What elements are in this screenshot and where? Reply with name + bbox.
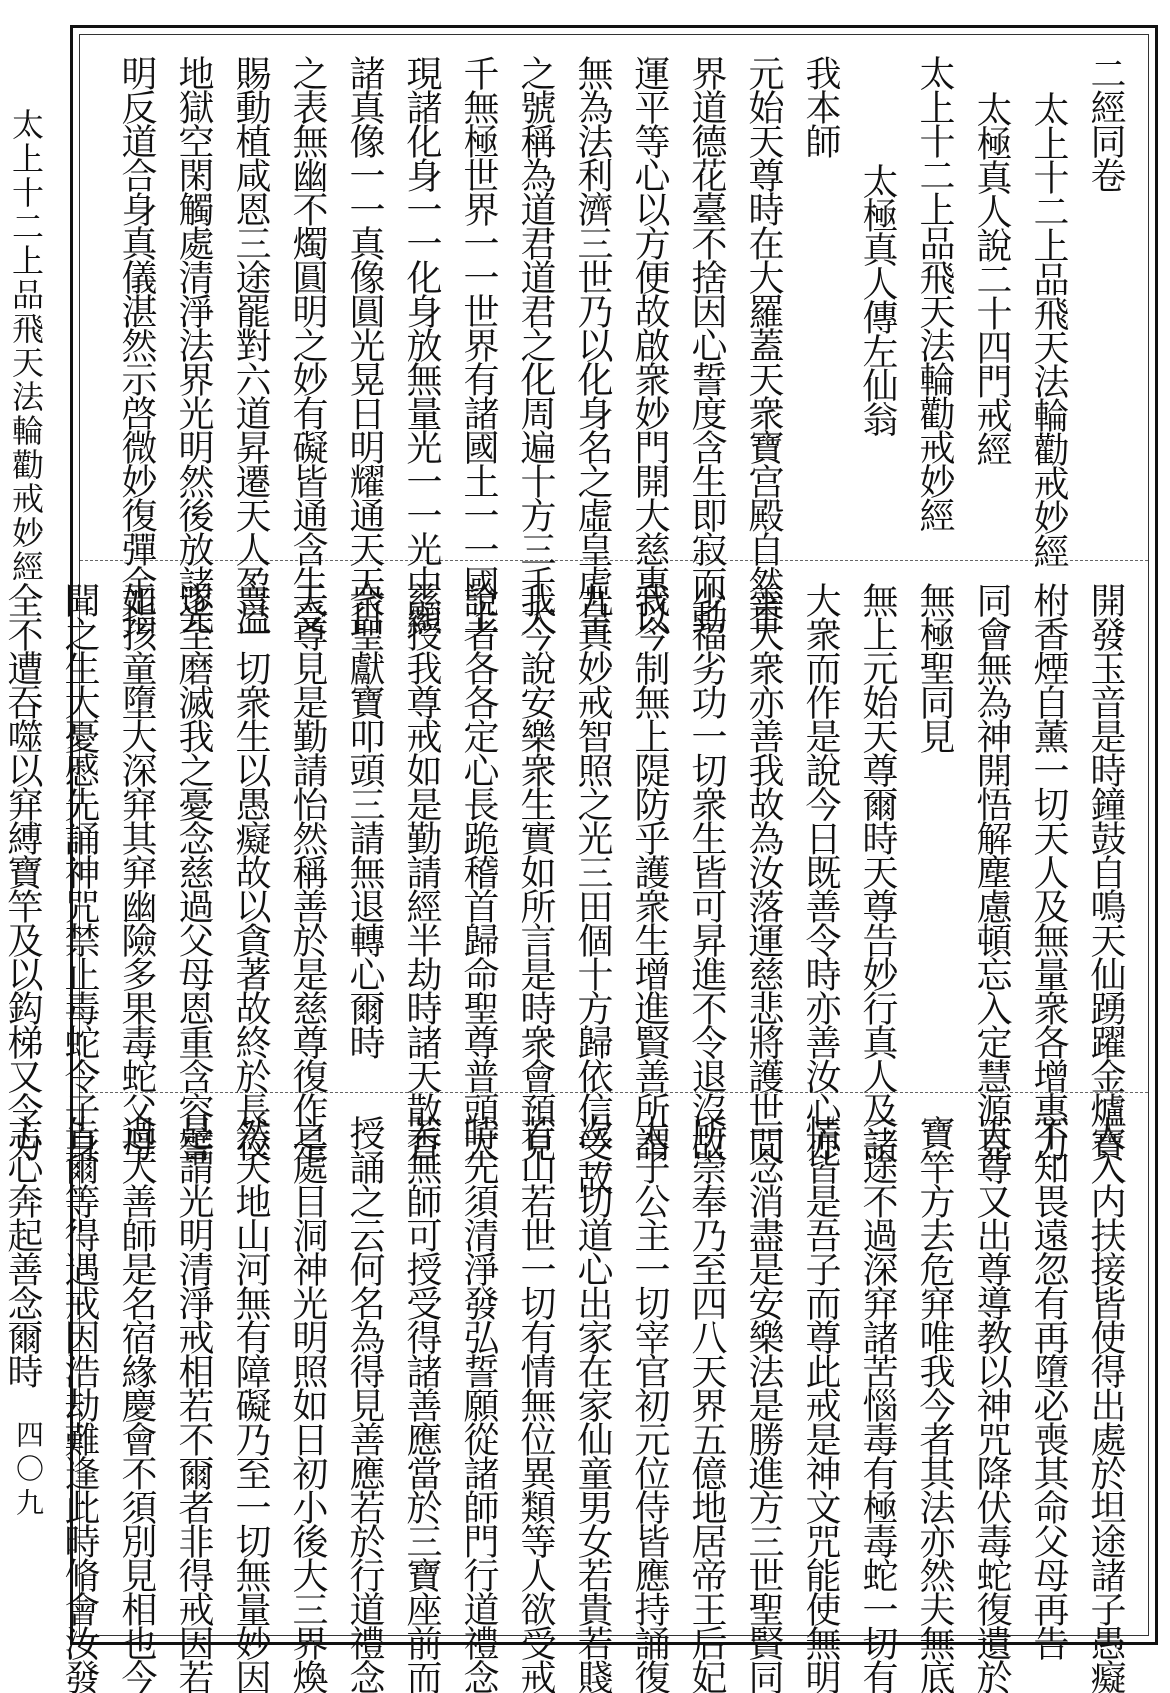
text-column: 寶竿方去危穽唯我今者其法亦然夫無底 [914,1115,955,1693]
text-column: 我今說安樂衆生實如所言是時衆會預見 [515,582,556,1160]
text-column: 現諸化身一一化身放無量光一一光中顯 [401,55,442,633]
text-column: 一念消盡是安樂法是勝進方三世聖賢同 [743,1115,784,1693]
text-column: 次一切道心出家在家仙童男女若貴若賤 [572,1115,613,1693]
text-column: 太極真人傳左仙翁 [857,163,898,435]
register-middle [2,562,1148,1194]
text-column: 三途不過深穽諸苦惱毒有極毒蛇一切有 [857,1115,898,1693]
text-column: 過大善師是名宿緣慶會不須別見相也今 [116,1115,157,1693]
text-column: 太極真人說二十四門戒經 [971,91,1012,465]
text-column: 運平等心以方便故啟衆妙門開大慈惠以 [629,55,670,633]
text-column: 若山若世一切有情無位異類等人欲受戒 [515,1115,556,1693]
text-columns-middle [0,582,1134,1194]
text-column: 授誦之云何名為得見善應若於行道禮念 [344,1115,385,1693]
text-column: 天尊又出尊導教以神咒降伏毒蛇復遺於 [971,1115,1012,1693]
text-column: 志心奔起善念爾時 [2,1115,43,1387]
text-columns-bottom [0,1115,1134,1693]
text-column: 聞之生大憂慼先誦神咒禁止毒蛇令子身 [59,582,100,1160]
text-column: 開發玉音是時鐘鼓自鳴天仙踴躍金爐寶 [1085,582,1126,1160]
register-top [80,35,1148,633]
text-column: 所崇奉乃至四八天界五億地居帝王后妃 [686,1115,727,1693]
text-column: 天尊見是勤請怡然稱善於是慈尊復作是 [287,582,328,1160]
text-column: 二經同卷 [1085,55,1126,191]
text-column: 之表無幽不燭圓明之妙有礙皆通含生受 [287,55,328,633]
text-column: 如孩童墮大深穽其穽幽險多果毒蛇父母 [116,582,157,1160]
text-column: 告爾等得遇戒因浩劫難逢此時脩會汝發 [59,1115,100,1693]
text-column: 太上十二上品飛天法輪勸戒妙經 [914,55,955,531]
text-column: 慈授我尊戒如是勤請經半劫時諸天散香 [401,582,442,1160]
text-column: 賜動植咸恩三途罷對六道昇遷天人盈溢 [230,55,271,633]
text-column: 衆聖獻寶叩頭三請無退轉心爾時 [344,582,385,1058]
text-column: 同會無為神開悟解塵慮頓忘入定慧源見 [971,582,1012,1160]
text-column: 無極聖同見 [914,582,955,752]
text-column: 之號稱為道君道君之化周遍十方三千大 [515,55,556,633]
text-column: 地獄空閑觸處清淨法界光明然後放諸光 [173,55,214,633]
text-column: 遂至磨滅我之憂念慈過父母恩重含容譬 [173,582,214,1160]
text-column: 之處目洞神光明照如日初小後大三界煥 [287,1115,328,1693]
text-column: 千無極世界一一世界有諸國土一一國土 [458,55,499,633]
text-column: 界道德花臺不捨因心誓度含生即寂而動 [686,55,727,633]
text-column: 明反道合身真儀湛然示啓微妙復彈金指 [116,55,157,633]
text-column: 是謂光明清淨戒相若不爾者非得戒因若 [173,1115,214,1693]
text-column: 諸真像一一真像圓光晃日明耀通天天日 [344,55,385,633]
text-column: 無上元始天尊爾時天尊告妙行真人及諸 [857,582,898,1160]
text-column: 我今制無上隄防乎護衆生增進賢善所謂 [629,582,670,1160]
text-column: 全不遭吞噬以穽縛寶竿及以鈎梯又令力 [2,582,43,1160]
text-column: 無為法利濟三世乃以化身名之虛皇虛皇 [572,55,613,633]
text-column: 時先須清淨發弘誓願從諸師門行道禮念 [458,1115,499,1693]
text-column: 言一切衆生以愚癡故以貪著故終於長夜 [230,582,271,1160]
text-column: 九真妙戒智照之光三田個十方歸依信受故 [572,582,613,1194]
text-column: 人入内扶接皆使得出處於坦途諸子愚癡 [1085,1115,1126,1693]
margin-page-number: 四〇九 [12,1420,45,1522]
text-column: 情皆是吾子而尊此戒是神文咒能使無明 [800,1115,841,1693]
text-columns-top [108,55,1134,633]
text-column: 若無師可授受得諸善應當於三寶座前而 [401,1115,442,1693]
text-column: 大衆而作是說今日既善令時亦善汝心亦 [800,582,841,1160]
text-column: 我本師 [800,55,841,157]
text-column: 柎香煙自薰一切天人及無量衆各增惠力 [1028,582,1069,1160]
text-column: 太上十二上品飛天法輪勸戒妙經 [1028,91,1069,567]
text-column: 少福劣功一切衆生皆可昇進不令退沒故 [686,582,727,1160]
text-column: 太子公主一切宰官初元位侍皆應持誦復 [629,1115,670,1693]
text-column: 善大衆亦善我故為汝落運慈悲將護世間 [743,582,784,1160]
margin-scripture-title: 太上十二上品飛天法輪勸戒妙經 [7,108,45,584]
text-column: 說者各各定心長跪稽首歸命聖尊普頭大 [458,582,499,1160]
text-column: 不知畏遠忽有再墮必喪其命父母再告 [1028,1115,1069,1659]
text-column: 然天地山河無有障礙乃至一切無量妙因 [230,1115,271,1693]
text-column: 元始天尊時在大羅蓋天衆寶宫殿自然香 [743,55,784,633]
